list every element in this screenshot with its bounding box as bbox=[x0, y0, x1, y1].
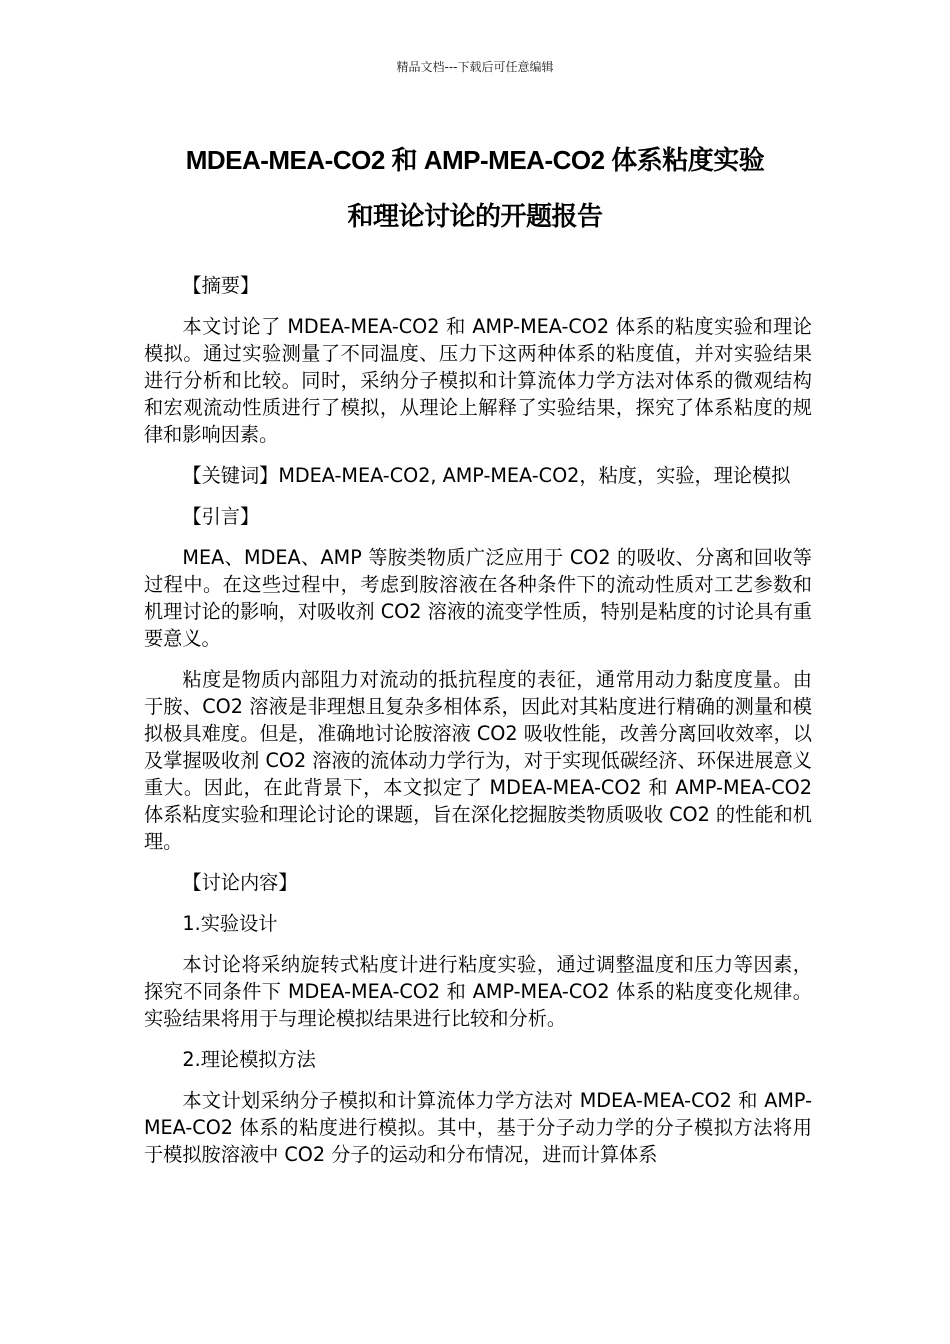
simulation-paragraph: 本文计划采纳分子模拟和计算流体力学方法对 MDEA-MEA-CO2 和 AMP-MEA-CO2 体系的粘度进行模拟。其中，基于分子动力学的分子模拟方法将用于模拟胺溶液中 CO2 分子的运动和分布情况，进而计算体系 bbox=[144, 1089, 812, 1166]
section-heading-content: 【讨论内容】 bbox=[182, 871, 298, 894]
keywords-paragraph: 【关键词】MDEA-MEA-CO2, AMP-MEA-CO2，粘度，实验，理论模拟 bbox=[182, 464, 791, 487]
document-title-line-2: 和理论讨论的开题报告 bbox=[347, 201, 603, 231]
document-body bbox=[144, 272, 812, 1182]
subsection-heading-experiment: 1.实验设计 bbox=[182, 912, 278, 935]
introduction-paragraph-1: MEA、MDEA、AMP 等胺类物质广泛应用于 CO2 的吸收、分离和回收等过程中。在这些过程中，考虑到胺溶液在各种条件下的流动性质对工艺参数和机理讨论的影响，对吸收剂 CO2 溶液的流变学性质，特别是粘度的讨论具有重要意义。 bbox=[144, 546, 812, 650]
subsection-heading-simulation: 2.理论模拟方法 bbox=[182, 1048, 316, 1071]
introduction-paragraph-2: 粘度是物质内部阻力对流动的抵抗程度的表征，通常用动力黏度度量。由于胺、CO2 溶液是非理想且复杂多相体系，因此对其粘度进行精确的测量和模拟极具难度。但是，准确地讨论胺溶液 CO2 吸收性能，改善分离回收效率，以及掌握吸收剂 CO2 溶液的流体动力学行为，对于实现低碳经济、环保进展意义重大。因此，在此背景下，本文拟定了 MDEA-MEA-CO2 和 AMP-MEA-CO2 体系粘度实验和理论讨论的课题，旨在深化挖掘胺类物质吸收 CO2 的性能和机理。 bbox=[144, 668, 812, 853]
header-note: 精品文档---下载后可任意编辑 bbox=[396, 60, 554, 74]
document-title-line-1: MDEA-MEA-CO2 和 AMP-MEA-CO2 体系粘度实验 bbox=[185, 145, 765, 175]
section-heading-abstract: 【摘要】 bbox=[182, 274, 260, 297]
abstract-paragraph: 本文讨论了 MDEA-MEA-CO2 和 AMP-MEA-CO2 体系的粘度实验和理论模拟。通过实验测量了不同温度、压力下这两种体系的粘度值，并对实验结果进行分析和比较。同时，采纳分子模拟和计算流体力学方法对体系的微观结构和宏观流动性质进行了模拟，从理论上解释了实验结果，探究了体系粘度的规律和影响因素。 bbox=[144, 315, 812, 446]
experiment-paragraph: 本讨论将采纳旋转式粘度计进行粘度实验，通过调整温度和压力等因素，探究不同条件下 MDEA-MEA-CO2 和 AMP-MEA-CO2 体系的粘度变化规律。实验结果将用于与理论模拟结果进行比较和分析。 bbox=[144, 953, 812, 1030]
section-heading-introduction: 【引言】 bbox=[182, 505, 260, 528]
